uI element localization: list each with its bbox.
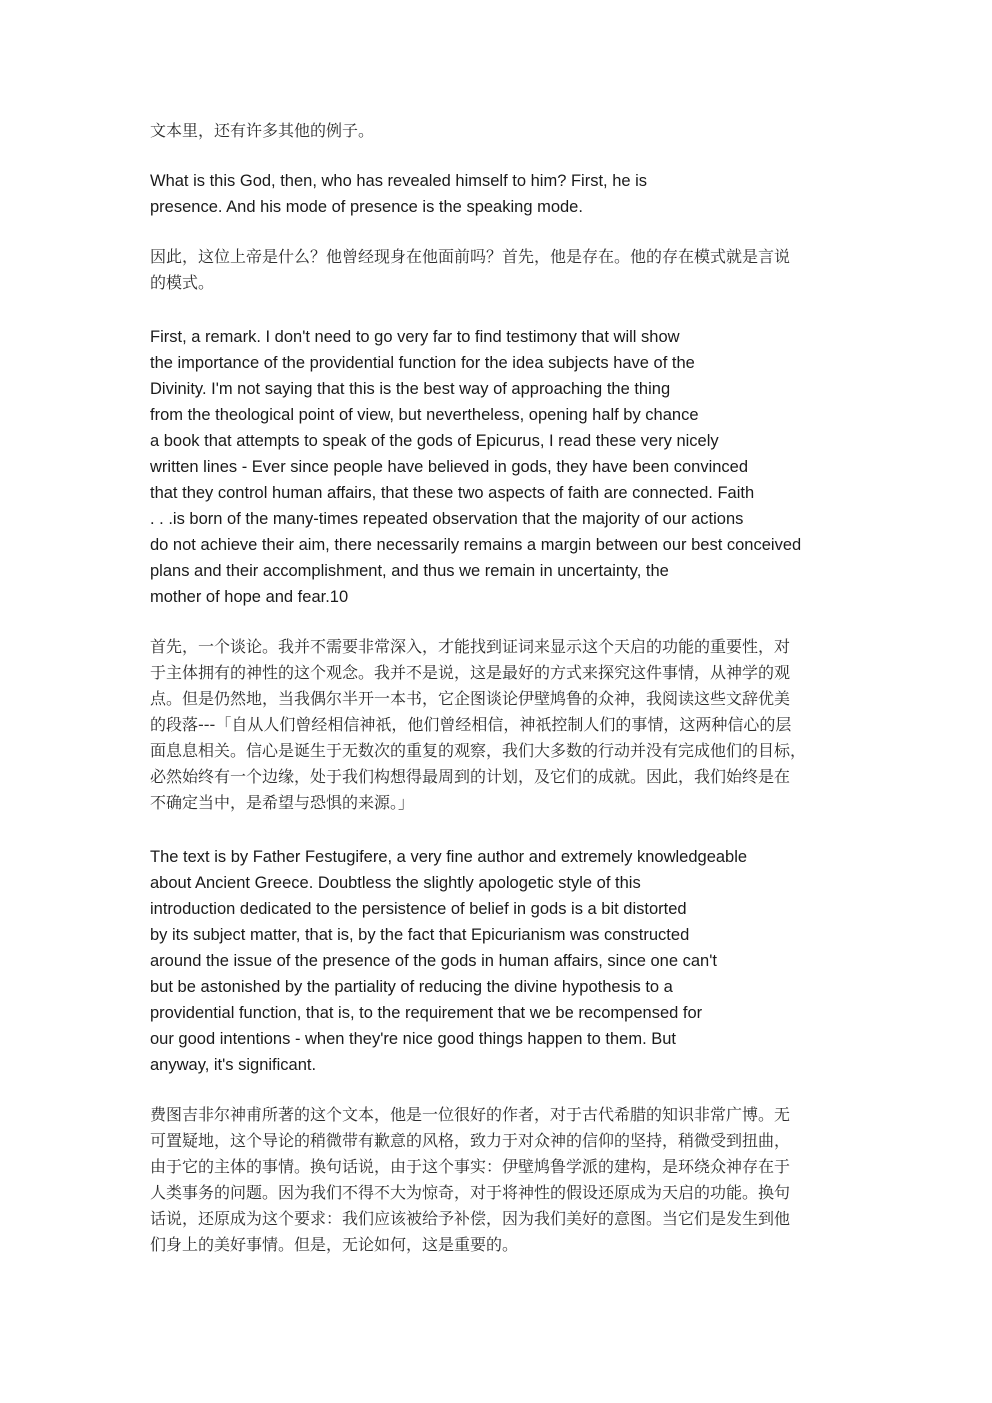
text-line: 可置疑地，这个导论的稍微带有歉意的风格，致力于对众神的信仰的坚持，稍微受到扭曲， [150,1131,791,1150]
text-line: First, a remark. I don't need to go very far to find testimony that will show [150,328,680,346]
text-line: 人类事务的问题。因为我们不得不大为惊奇，对于将神性的假设还原成为天启的功能。换句 [150,1183,791,1202]
text-line: Divinity. I'm not saying that this is the best way of approaching the thing [150,380,671,398]
paragraph-en-3 [150,844,850,1078]
text-line: 点。但是仍然地，当我偶尔半开一本书，它企图谈论伊壁鸠鲁的众神，我阅读这些文辞优美 [150,689,791,708]
paragraph-zh-2 [150,244,850,296]
text-line: . . .is born of the many-times repeated observation that the majority of our actions [150,510,744,528]
text-line: 的段落---「自从人们曾经相信神祇，他们曾经相信，神祇控制人们的事情，这两种信心的层 [150,715,792,734]
text-line: presence. And his mode of presence is the speaking mode. [150,198,583,216]
text-line: from the theological point of view, but nevertheless, opening half by chance [150,406,699,424]
text-line: plans and their accomplishment, and thus we remain in uncertainty, the [150,562,669,580]
text-line: our good intentions - when they're nice good things happen to them. But [150,1030,677,1048]
text-line: 费图吉非尔神甫所著的这个文本，他是一位很好的作者，对于古代希腊的知识非常广博。无 [150,1105,791,1124]
paragraph-en-1 [150,168,850,220]
paragraph-zh-4 [150,1102,850,1258]
text-line: 们身上的美好事情。但是，无论如何，这是重要的。 [150,1235,519,1254]
text-line: 不确定当中，是希望与恐惧的来源。」 [150,793,415,812]
text-line: about Ancient Greece. Doubtless the slightly apologetic style of this [150,874,641,892]
text-line: 的模式。 [150,273,215,292]
text-line: providential function, that is, to the requirement that we be recompensed for [150,1004,703,1022]
text-line: mother of hope and fear.10 [150,588,349,606]
document-page [150,118,850,1258]
text-line: written lines - Ever since people have believed in gods, they have been convinced [150,458,749,476]
text-line: do not achieve their aim, there necessarily remains a margin between our best conceived [150,536,802,554]
text-line: 面息息相关。信心是诞生于无数次的重复的观察，我们大多数的行动并没有完成他们的目标， [150,741,807,760]
paragraph-zh-1 [150,118,850,144]
text-line: 必然始终有一个边缘，处于我们构想得最周到的计划，及它们的成就。因此，我们始终是在 [150,767,791,786]
text-line: a book that attempts to speak of the gods of Epicurus, I read these very nicely [150,432,719,450]
text-line: by its subject matter, that is, by the fact that Epicurianism was constructed [150,926,690,944]
text-line: 文本里，还有许多其他的例子。 [150,121,375,140]
text-line: that they control human affairs, that these two aspects of faith are connected. Faith [150,484,755,502]
text-line: but be astonished by the partiality of reducing the divine hypothesis to a [150,978,673,996]
text-line: 首先，一个谈论。我并不需要非常深入，才能找到证词来显示这个天启的功能的重要性，对 [150,637,791,656]
text-line: 由于它的主体的事情。换句话说，由于这个事实：伊壁鸠鲁学派的建构，是环绕众神存在于 [150,1157,791,1176]
text-line: around the issue of the presence of the gods in human affairs, since one can't [150,952,717,970]
text-line: 因此，这位上帝是什么？他曾经现身在他面前吗？首先，他是存在。他的存在模式就是言说 [150,247,791,266]
text-line: anyway, it's significant. [150,1056,317,1074]
text-line: What is this God, then, who has revealed himself to him? First, he is [150,172,648,190]
text-line: 于主体拥有的神性的这个观念。我并不是说，这是最好的方式来探究这件事情，从神学的观 [150,663,791,682]
paragraph-zh-3 [150,634,850,816]
text-line: The text is by Father Festugifere, a very fine author and extremely knowledgeable [150,848,748,866]
text-line: the importance of the providential function for the idea subjects have of the [150,354,695,372]
text-line: introduction dedicated to the persistence of belief in gods is a bit distorted [150,900,687,918]
paragraph-en-2 [150,324,850,610]
text-line: 话说，还原成为这个要求：我们应该被给予补偿，因为我们美好的意图。当它们是发生到他 [150,1209,791,1228]
